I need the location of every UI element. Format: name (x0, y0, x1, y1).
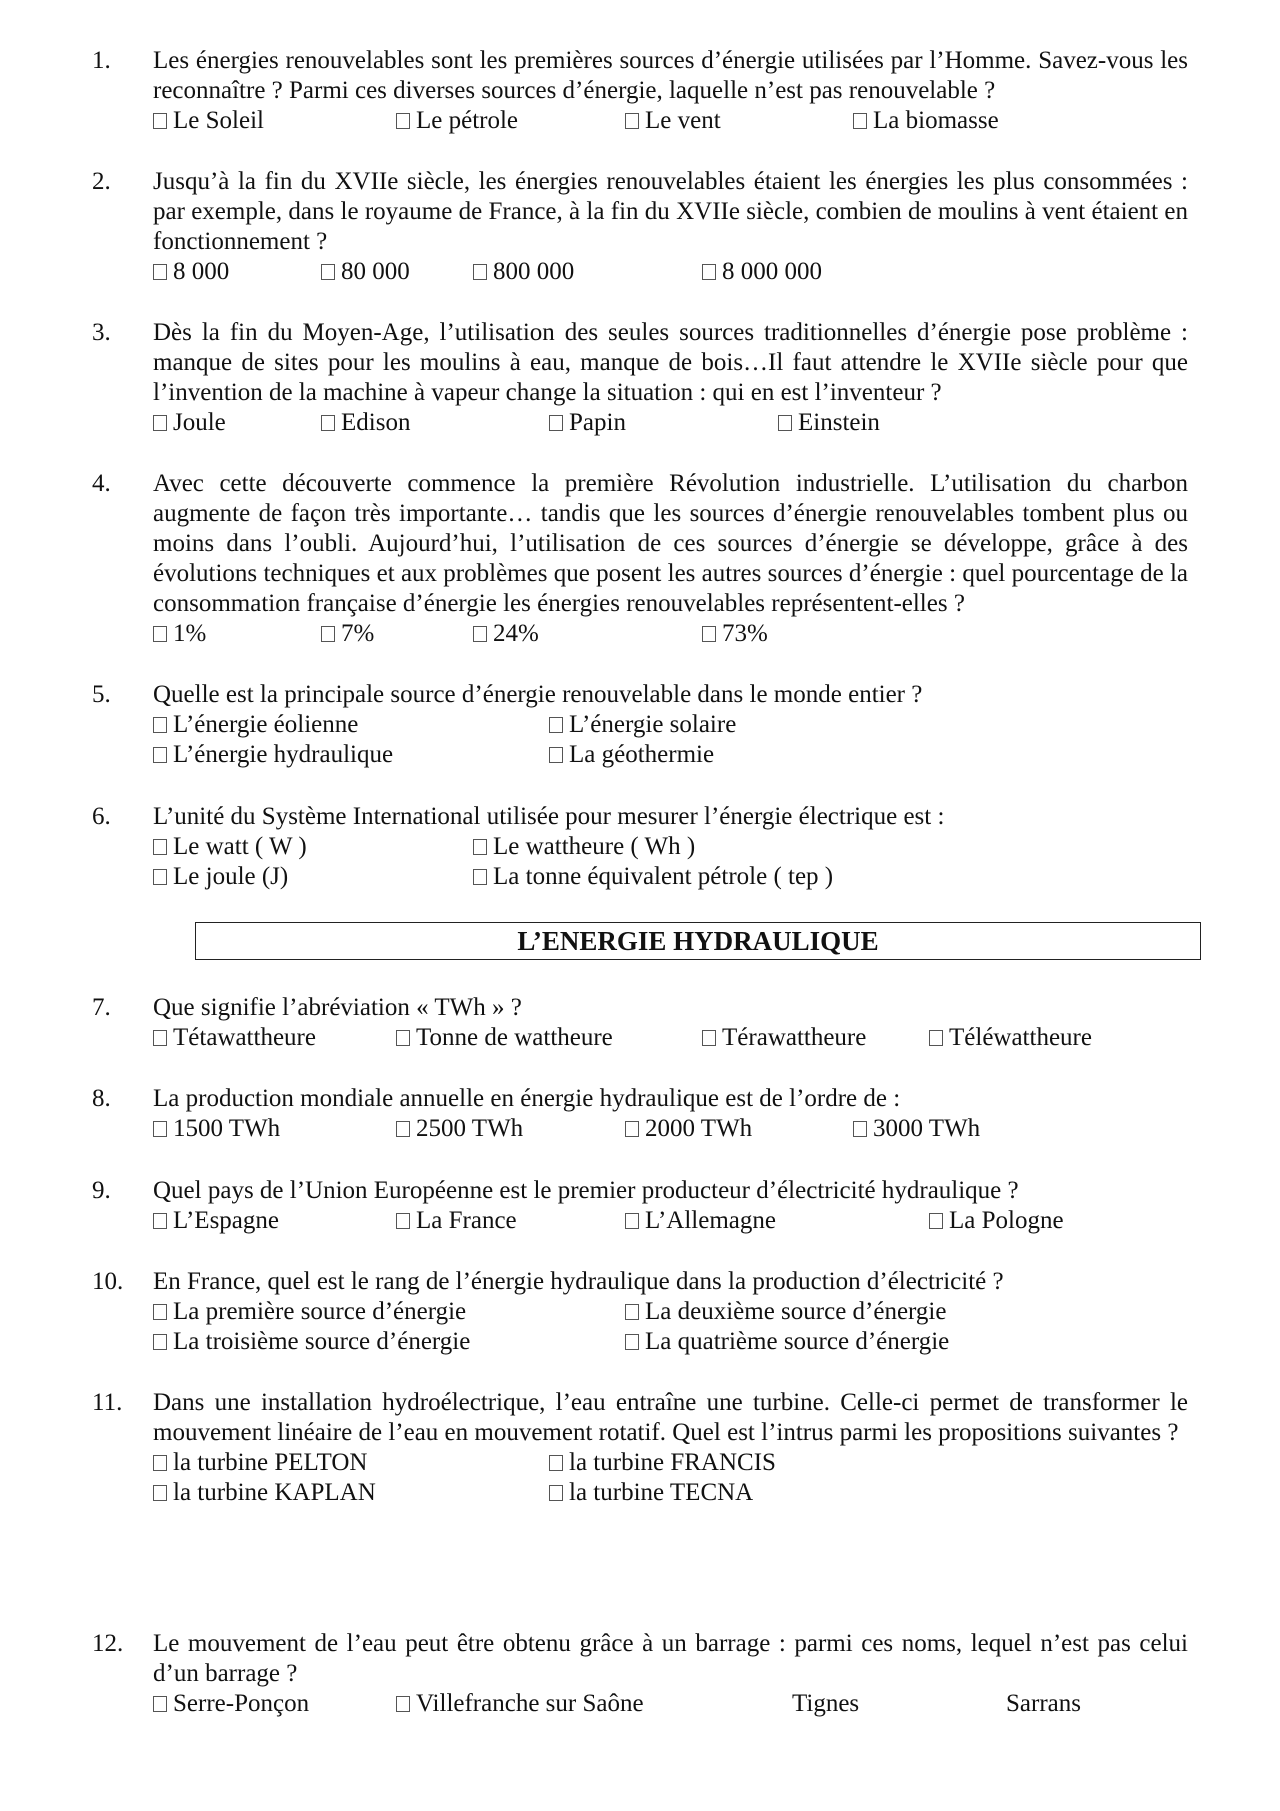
question-number: 5. (92, 681, 111, 708)
question-text: Quel pays de l’Union Européenne est le premier producteur d’électricité hydraulique ? (153, 1177, 1019, 1204)
checkbox-icon[interactable] (153, 113, 167, 129)
option-kaplan[interactable]: la turbine KAPLAN (153, 1478, 376, 1508)
checkbox-icon[interactable] (396, 1213, 410, 1229)
option-joule[interactable]: Joule (153, 408, 226, 438)
option-telewattheure[interactable]: Téléwattheure (929, 1023, 1092, 1053)
option-tep[interactable]: La tonne équivalent pétrole ( tep ) (473, 862, 833, 892)
question-text: Que signifie l’abréviation « TWh » ? (153, 994, 522, 1021)
options-row (153, 832, 1188, 862)
option-le-petrole[interactable]: Le pétrole (396, 106, 518, 136)
question-number: 8. (92, 1085, 111, 1112)
options-row (153, 1297, 1188, 1327)
checkbox-icon[interactable] (929, 1030, 943, 1046)
option-24-percent[interactable]: 24% (473, 619, 539, 649)
options-row (153, 862, 1188, 892)
options-row (153, 1327, 1188, 1357)
checkbox-icon[interactable] (702, 264, 716, 280)
options-row (153, 257, 1188, 287)
option-le-vent[interactable]: Le vent (625, 106, 721, 136)
question-text: Jusqu’à la fin du XVIIe siècle, les énergies renouvelables étaient les énergies les plus consommées : par exemple, dans le royaume de France, à la fin du XVIIe siècle, combien de moulins à vent étaient en fonctionnement ? (153, 168, 1188, 255)
checkbox-icon[interactable] (625, 1121, 639, 1137)
options-row (153, 1206, 1188, 1236)
checkbox-icon[interactable] (549, 747, 563, 763)
checkbox-icon[interactable] (853, 113, 867, 129)
checkbox-icon[interactable] (549, 1485, 563, 1501)
question-number: 11. (92, 1389, 123, 1416)
option-8000[interactable]: 8 000 (153, 257, 229, 287)
option-800000[interactable]: 800 000 (473, 257, 574, 287)
checkbox-icon[interactable] (702, 626, 716, 642)
option-la-biomasse[interactable]: La biomasse (853, 106, 999, 136)
checkbox-icon[interactable] (153, 264, 167, 280)
option-tonne-de-wattheure[interactable]: Tonne de wattheure (396, 1023, 613, 1053)
checkbox-icon[interactable] (549, 1455, 563, 1471)
question-number: 3. (92, 319, 111, 346)
option-premiere-source[interactable]: La première source d’énergie (153, 1297, 466, 1327)
checkbox-icon[interactable] (473, 626, 487, 642)
checkbox-icon[interactable] (473, 869, 487, 885)
checkbox-icon[interactable] (473, 839, 487, 855)
checkbox-icon[interactable] (153, 1213, 167, 1229)
option-tignes[interactable]: Tignes (792, 1690, 860, 1717)
options-row (153, 106, 1188, 136)
option-tecna[interactable]: la turbine TECNA (549, 1478, 753, 1508)
checkbox-icon[interactable] (153, 1696, 167, 1712)
option-solaire[interactable]: L’énergie solaire (549, 710, 736, 740)
option-joule-unit[interactable]: Le joule (J) (153, 862, 288, 892)
option-france[interactable]: La France (396, 1206, 517, 1236)
checkbox-icon[interactable] (473, 264, 487, 280)
option-quatrieme-source[interactable]: La quatrième source d’énergie (625, 1327, 949, 1357)
option-pologne[interactable]: La Pologne (929, 1206, 1064, 1236)
checkbox-icon[interactable] (778, 415, 792, 431)
option-einstein[interactable]: Einstein (778, 408, 880, 438)
option-80000[interactable]: 80 000 (321, 257, 410, 287)
options-row (153, 1114, 1188, 1144)
checkbox-icon[interactable] (625, 1334, 639, 1350)
option-1-percent[interactable]: 1% (153, 619, 206, 649)
question-text: La production mondiale annuelle en énergie hydraulique est de l’ordre de : (153, 1085, 901, 1112)
checkbox-icon[interactable] (321, 264, 335, 280)
checkbox-icon[interactable] (396, 1030, 410, 1046)
options-row (153, 1478, 1188, 1508)
checkbox-icon[interactable] (153, 1304, 167, 1320)
option-2500-twh[interactable]: 2500 TWh (396, 1114, 523, 1144)
checkbox-icon[interactable] (625, 1304, 639, 1320)
options-row (153, 1023, 1188, 1053)
question-number: 4. (92, 470, 111, 497)
option-serre-poncon[interactable]: Serre-Ponçon (153, 1689, 309, 1719)
checkbox-icon[interactable] (153, 1030, 167, 1046)
checkbox-icon[interactable] (153, 1121, 167, 1137)
option-sarrans[interactable]: Sarrans (1006, 1690, 1081, 1717)
question-text: Dès la fin du Moyen-Age, l’utilisation des seules sources traditionnelles d’énergie pose problème : manque de sites pour les moulins à eau, manque de bois…Il faut attendre le XVIIe siècle pour que l’invention de la machine à vapeur change la situation : qui en est l’inventeur ? (153, 319, 1188, 406)
options-row (153, 1448, 1188, 1478)
options-row (153, 710, 1188, 740)
question-number: 12. (92, 1630, 124, 1657)
checkbox-icon[interactable] (153, 717, 167, 733)
option-edison[interactable]: Edison (321, 408, 410, 438)
question-text: L’unité du Système International utilisée pour mesurer l’énergie électrique est : (153, 803, 945, 830)
option-geothermie[interactable]: La géothermie (549, 740, 714, 770)
checkbox-icon[interactable] (625, 113, 639, 129)
option-7-percent[interactable]: 7% (321, 619, 374, 649)
checkbox-icon[interactable] (549, 415, 563, 431)
option-le-soleil[interactable]: Le Soleil (153, 106, 264, 136)
option-troisieme-source[interactable]: La troisième source d’énergie (153, 1327, 470, 1357)
question-text: Les énergies renouvelables sont les premières sources d’énergie utilisées par l’Homme. Savez-vous les reconnaître ? Parmi ces diverses sources d’énergie, laquelle n’est pas renouvelable ? (153, 47, 1188, 104)
options-row (153, 619, 1188, 649)
option-wattheure[interactable]: Le wattheure ( Wh ) (473, 832, 695, 862)
option-eolienne[interactable]: L’énergie éolienne (153, 710, 358, 740)
option-allemagne[interactable]: L’Allemagne (625, 1206, 776, 1236)
options-row (153, 408, 1188, 438)
question-number: 6. (92, 803, 111, 830)
question-text: Avec cette découverte commence la première Révolution industrielle. L’utilisation du charbon augmente de façon très importante… tandis que les sources d’énergie renouvelables tombent plus ou moins dans l’oubli. Aujourd’hui, l’utilisation de ces sources d’énergie se développe, grâce à des évolutions techniques et aux problèmes que posent les autres sources d’énergie : quel pourcentage de la consommation française d’énergie les énergies renouvelables représentent-elles ? (153, 470, 1188, 617)
option-tetawattheure[interactable]: Tétawattheure (153, 1023, 316, 1053)
option-deuxieme-source[interactable]: La deuxième source d’énergie (625, 1297, 946, 1327)
checkbox-icon[interactable] (625, 1213, 639, 1229)
checkbox-icon[interactable] (853, 1121, 867, 1137)
checkbox-icon[interactable] (153, 415, 167, 431)
option-2000-twh[interactable]: 2000 TWh (625, 1114, 752, 1144)
checkbox-icon[interactable] (153, 626, 167, 642)
section-title: L’ENERGIE HYDRAULIQUE (195, 922, 1201, 960)
checkbox-icon[interactable] (153, 1334, 167, 1350)
option-3000-twh[interactable]: 3000 TWh (853, 1114, 980, 1144)
option-8000000[interactable]: 8 000 000 (702, 257, 822, 287)
option-villefranche[interactable]: Villefranche sur Saône (396, 1689, 644, 1719)
question-text: Quelle est la principale source d’énergie renouvelable dans le monde entier ? (153, 681, 923, 708)
checkbox-icon[interactable] (153, 747, 167, 763)
option-terawattheure[interactable]: Térawattheure (702, 1023, 866, 1053)
option-espagne[interactable]: L’Espagne (153, 1206, 279, 1236)
question-text: Le mouvement de l’eau peut être obtenu grâce à un barrage : parmi ces noms, lequel n’est pas celui d’un barrage ? (153, 1630, 1188, 1687)
question-number: 7. (92, 994, 111, 1021)
option-francis[interactable]: la turbine FRANCIS (549, 1448, 776, 1478)
checkbox-icon[interactable] (929, 1213, 943, 1229)
question-number: 2. (92, 168, 111, 195)
option-pelton[interactable]: la turbine PELTON (153, 1448, 367, 1478)
option-1500-twh[interactable]: 1500 TWh (153, 1114, 280, 1144)
checkbox-icon[interactable] (153, 839, 167, 855)
option-papin[interactable]: Papin (549, 408, 626, 438)
checkbox-icon[interactable] (396, 1696, 410, 1712)
checkbox-icon[interactable] (153, 869, 167, 885)
checkbox-icon[interactable] (702, 1030, 716, 1046)
question-number: 1. (92, 47, 111, 74)
checkbox-icon[interactable] (321, 415, 335, 431)
checkbox-icon[interactable] (396, 113, 410, 129)
option-hydraulique[interactable]: L’énergie hydraulique (153, 740, 393, 770)
checkbox-icon[interactable] (396, 1121, 410, 1137)
checkbox-icon[interactable] (549, 717, 563, 733)
checkbox-icon[interactable] (321, 626, 335, 642)
options-row (153, 1689, 1188, 1719)
option-watt[interactable]: Le watt ( W ) (153, 832, 307, 862)
question-number: 10. (92, 1268, 124, 1295)
question-text: En France, quel est le rang de l’énergie hydraulique dans la production d’électricité ? (153, 1268, 1004, 1295)
question-text: Dans une installation hydroélectrique, l’eau entraîne une turbine. Celle-ci permet de transformer le mouvement linéaire de l’eau en mouvement rotatif. Quel est l’intrus parmi les propositions suivantes ? (153, 1389, 1188, 1446)
question-number: 9. (92, 1177, 111, 1204)
checkbox-icon[interactable] (153, 1485, 167, 1501)
checkbox-icon[interactable] (153, 1455, 167, 1471)
options-row (153, 740, 1188, 770)
option-73-percent[interactable]: 73% (702, 619, 768, 649)
